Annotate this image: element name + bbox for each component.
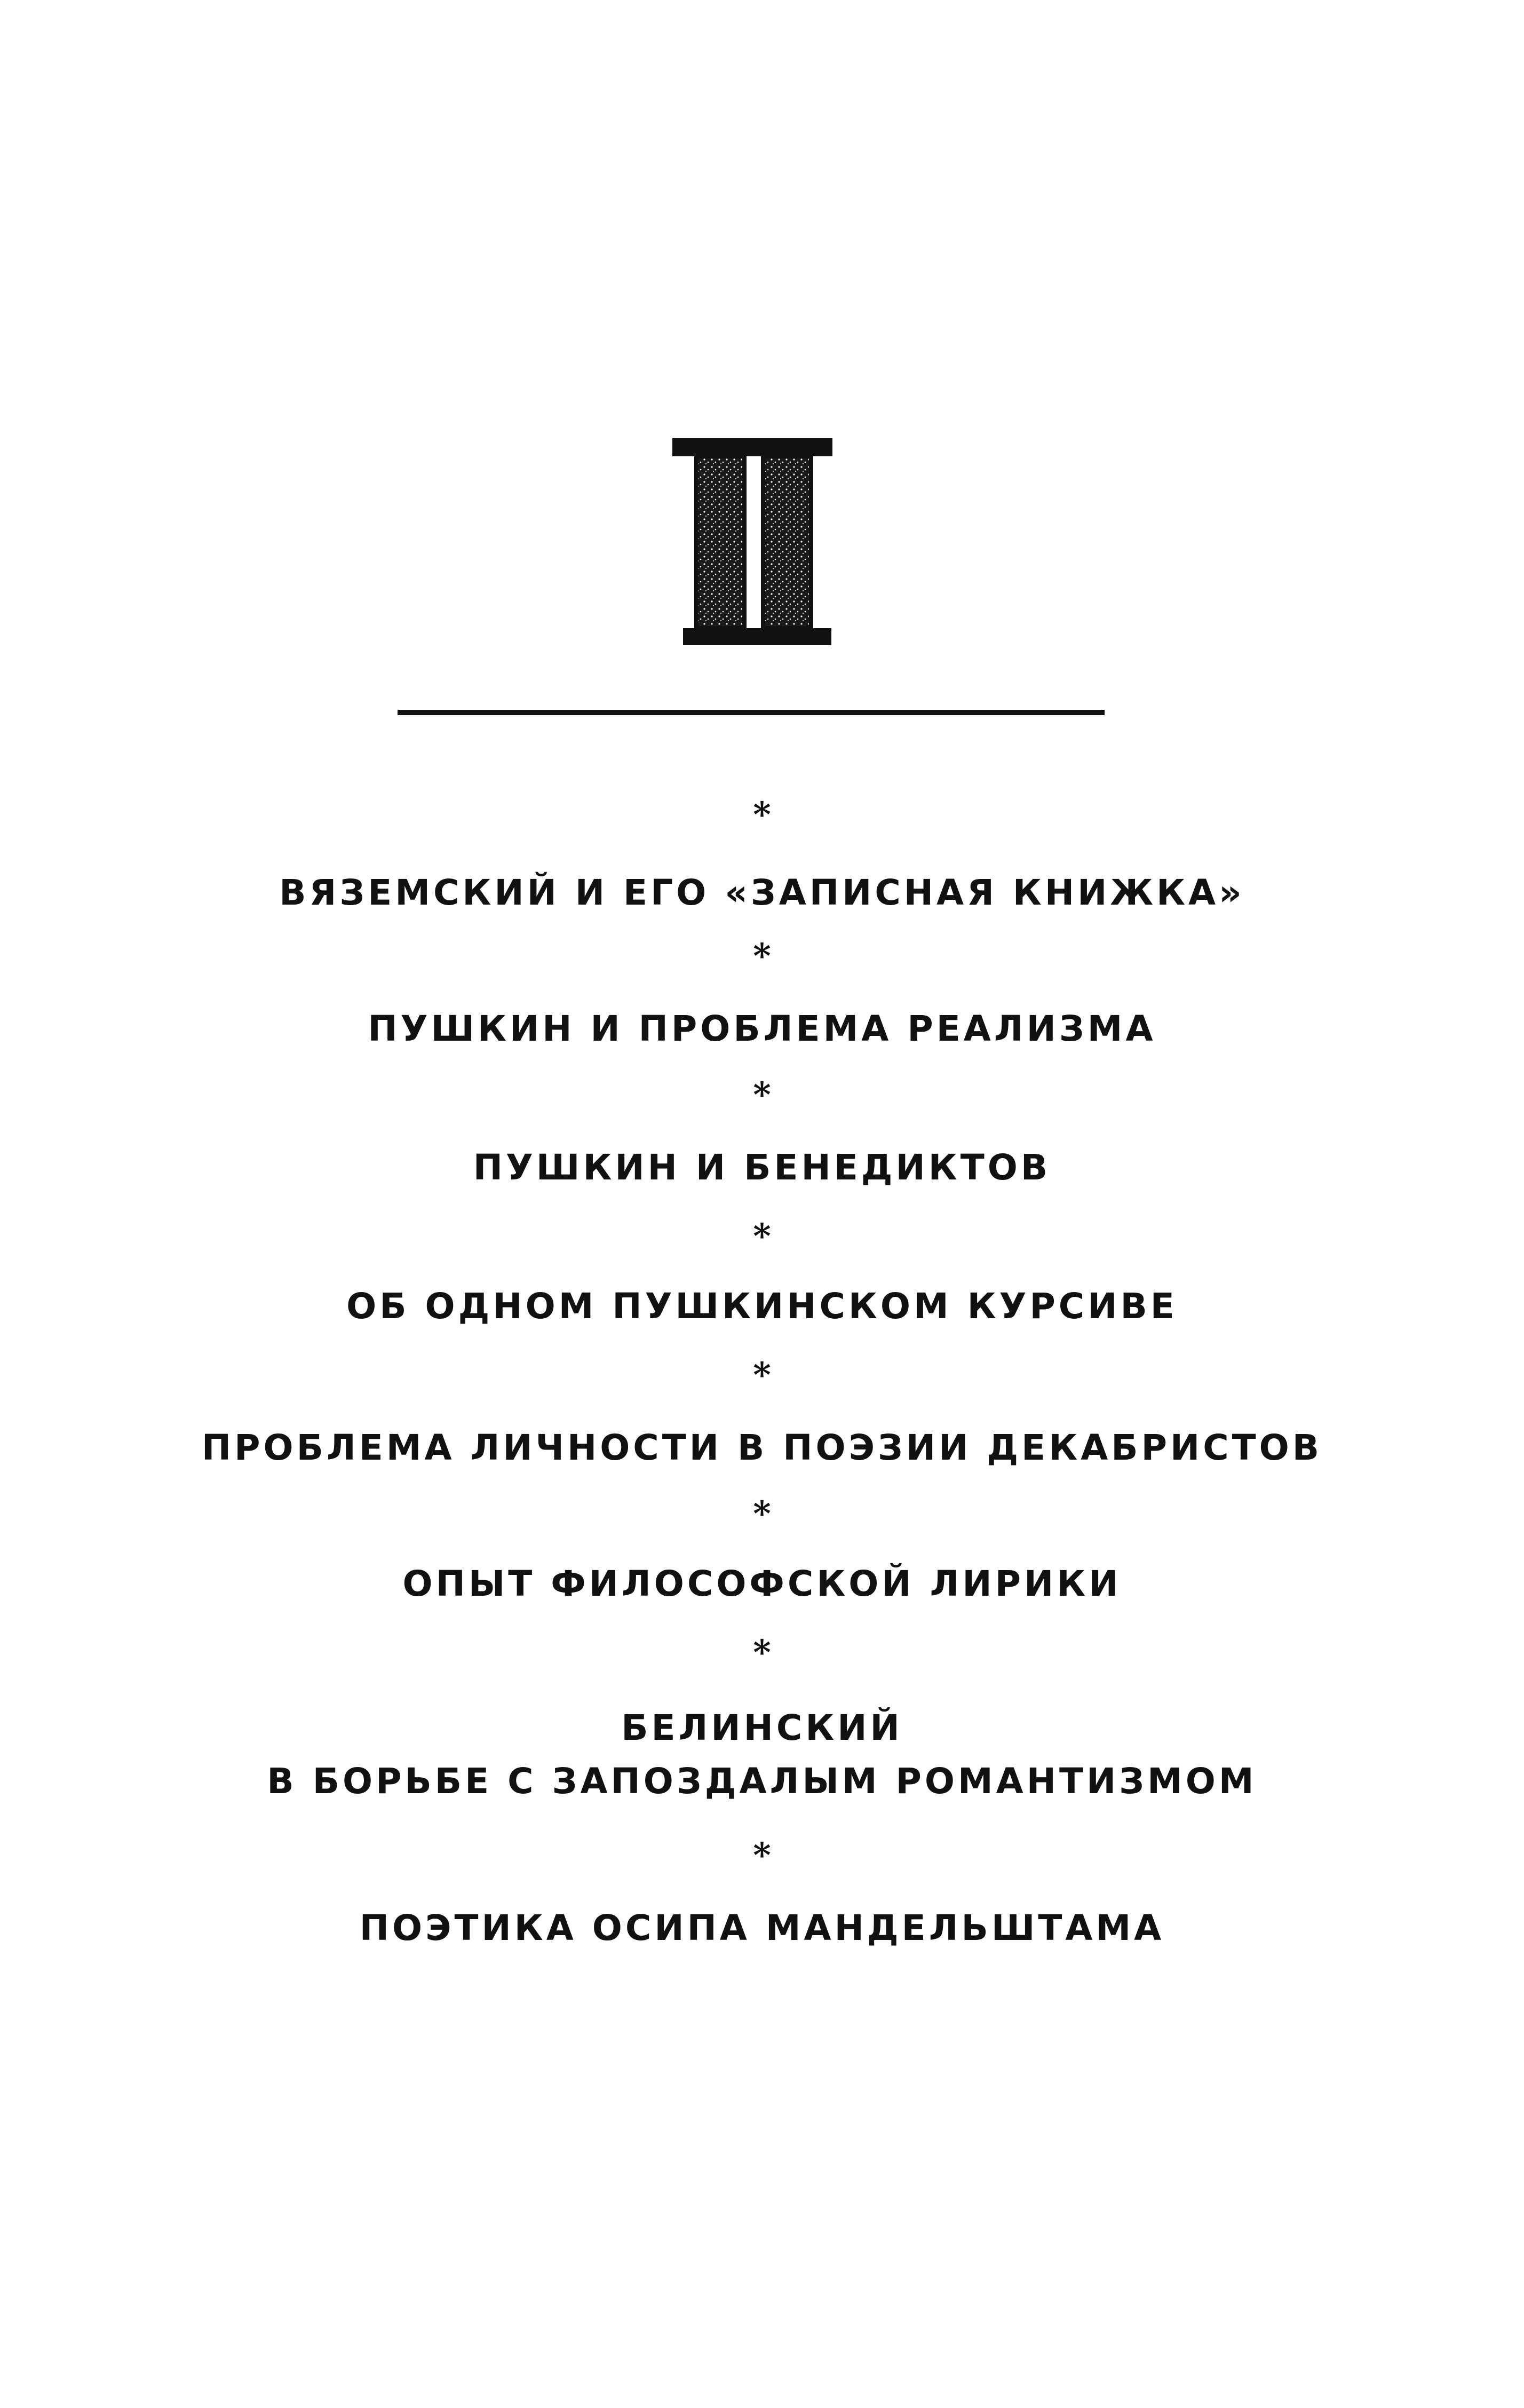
- contents-entry-title: БЕЛИНСКИЙ: [621, 1707, 903, 1748]
- contents-entry-title: ВЯЗЕМСКИЙ И ЕГО «ЗАПИСНАЯ КНИЖКА»: [279, 872, 1245, 913]
- contents-entry-title: ПУШКИН И ПРОБЛЕМА РЕАЛИЗМА: [368, 1008, 1156, 1049]
- separator-asterisk: *: [753, 1633, 771, 1673]
- contents-entry-title: ПРОБЛЕМА ЛИЧНОСТИ В ПОЭЗИИ ДЕКАБРИСТОВ: [201, 1427, 1323, 1468]
- separator-asterisk: *: [753, 1494, 771, 1534]
- separator-asterisk: *: [753, 1216, 771, 1256]
- separator-asterisk: *: [753, 1075, 771, 1115]
- contents-entry-title: ПУШКИН И БЕНЕДИКТОВ: [473, 1147, 1051, 1188]
- contents-entry-title: ОБ ОДНОМ ПУШКИНСКОМ КУРСИВЕ: [346, 1286, 1178, 1327]
- separator-asterisk: *: [753, 1835, 771, 1875]
- separator-asterisk: *: [753, 936, 771, 976]
- separator-asterisk: *: [753, 795, 771, 835]
- contents-entry-title: В БОРЬБЕ С ЗАПОЗДАЛЫМ РОМАНТИЗМОМ: [267, 1761, 1257, 1802]
- contents-entry-title: ОПЫТ ФИЛОСОФСКОЙ ЛИРИКИ: [402, 1563, 1122, 1604]
- contents-entry-title: ПОЭТИКА ОСИПА МАНДЕЛЬШТАМА: [359, 1907, 1165, 1948]
- separator-asterisk: *: [753, 1355, 771, 1395]
